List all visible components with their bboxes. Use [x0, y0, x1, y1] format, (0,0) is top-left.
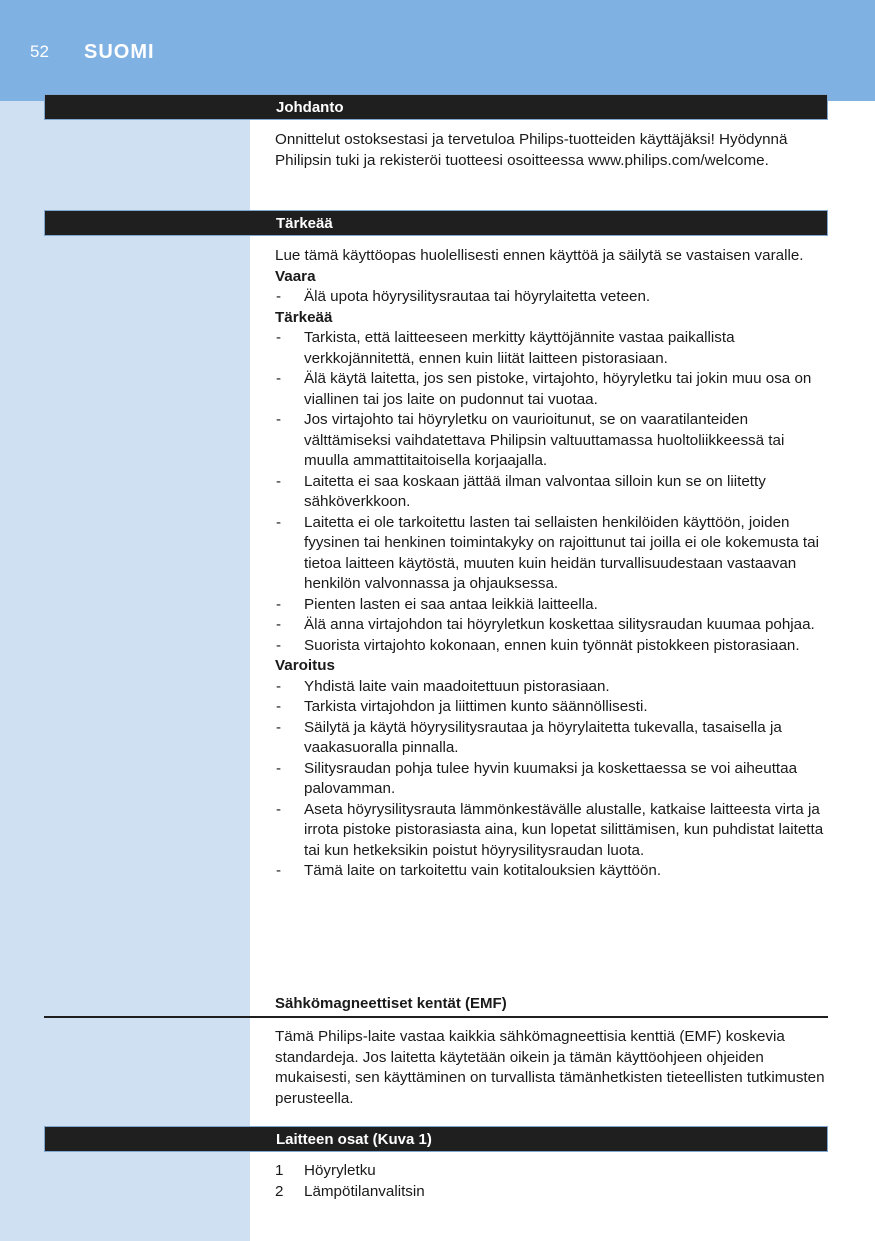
list-item	[275, 1161, 828, 1182]
section-title: Laitteen osat (Kuva 1)	[276, 1131, 432, 1148]
list-item: - Tarkista, että laitteeseen merkitty käyttöjännite vastaa paikallista verkkojännitettä, ennen kuin liität laitteen pistorasiaan.	[275, 328, 828, 369]
list-item: - Säilytä ja käytä höyrysilitysrautaa ja höyrylaitetta tukevalla, tasaisella ja vaakasuoralla pinnalla.	[275, 718, 828, 759]
osat-content	[275, 1161, 828, 1202]
section-title: Johdanto	[276, 99, 344, 116]
varoitus-heading: Varoitus	[275, 657, 335, 674]
page-number: 52	[30, 42, 49, 61]
tarkeaa-content	[275, 246, 828, 882]
johdanto-text: Onnittelut ostoksestasi ja tervetuloa Philips-tuotteiden käyttäjäksi! Hyödynnä Philipsin tuki ja rekisteröi tuotteesi osoitteessa www.philips.com/welcome.	[275, 131, 788, 169]
left-margin-band	[0, 101, 250, 1241]
list-item: - Yhdistä laite vain maadoitettuun pistorasiaan.	[275, 677, 828, 698]
item-label: Lämpötilanvalitsin	[304, 1182, 425, 1200]
tarkeaa-sub-heading: Tärkeää	[275, 308, 333, 326]
right-margin	[829, 101, 875, 1241]
vaara-list	[275, 287, 828, 308]
item-number: 1	[275, 1162, 284, 1179]
list-item: - Laitetta ei ole tarkoitettu lasten tai sellaisten henkilöiden käyttöön, joiden fyysinen tai henkinen toimintakyky on rajoittunut tai joilla ei ole kokemusta tai tietoa laitteen käytöstä, muuten kuin heidän turvallisuudestaan vastaavan henkilön valvonnassa ja ohjauksessa.	[275, 513, 828, 595]
list-item: - Älä käytä laitetta, jos sen pistoke, virtajohto, höyryletku tai jokin muu osa on viallinen tai jos laite on pudonnut tai vuotaa.	[275, 369, 828, 410]
johdanto-content	[275, 130, 828, 171]
tarkeaa-list	[275, 328, 828, 656]
list-item: - Suorista virtajohto kokonaan, ennen kuin työnnät pistokkeen pistorasiaan.	[275, 636, 828, 657]
parts-list	[275, 1161, 828, 1202]
section-header-johdanto	[44, 94, 828, 120]
emf-heading: Sähkömagneettiset kentät (EMF)	[275, 995, 507, 1012]
list-item: - Jos virtajohto tai höyryletku on vaurioitunut, se on vaaratilanteiden välttämiseksi vaihdatettava Philipsin valtuuttamassa huoltoliikkeessä tai muulla ammattitaitoisella korjaajalla.	[275, 410, 828, 472]
tarkeaa-intro: Lue tämä käyttöopas huolellisesti ennen käyttöä ja säilytä se vastaisen varalle.	[275, 247, 804, 264]
list-item: - Aseta höyrysilitysrauta lämmönkestävälle alustalle, katkaise laitteesta virta ja irrota pistoke pistorasiasta aina, kun lopetat silittämisen, kun puhdistat laitetta tai kun hetkeksikin poistut höyrysilitysraudan luota.	[275, 800, 828, 862]
list-item	[275, 1182, 828, 1203]
emf-content	[275, 1027, 828, 1109]
section-title: Tärkeää	[276, 215, 333, 232]
emf-divider	[44, 1016, 828, 1018]
section-header-osat	[44, 1126, 828, 1152]
list-item: - Tarkista virtajohdon ja liittimen kunto säännöllisesti.	[275, 697, 828, 718]
list-item: - Silitysraudan pohja tulee hyvin kuumaksi ja koskettaessa se voi aiheuttaa palovamman.	[275, 759, 828, 800]
list-item: - Pienten lasten ei saa antaa leikkiä laitteella.	[275, 595, 828, 616]
list-item: - Laitetta ei saa koskaan jättää ilman valvontaa silloin kun se on liitetty sähköverkkoon.	[275, 472, 828, 513]
list-item: - Älä upota höyrysilitysrautaa tai höyrylaitetta veteen.	[275, 287, 828, 308]
item-number: 2	[275, 1182, 284, 1200]
section-header-tarkeaa	[44, 210, 828, 236]
list-item: - Tämä laite on tarkoitettu vain kotitalouksien käyttöön.	[275, 861, 828, 882]
varoitus-list	[275, 677, 828, 882]
emf-text: Tämä Philips-laite vastaa kaikkia sähkömagneettisia kenttiä (EMF) koskevia standardeja. Jos laitetta käytetään oikein ja tämän käyttöohjeen ohjeiden mukaisesti, sen käyttäminen on turvallista tämänhetkisten tieteellisten tutkimusten perusteella.	[275, 1028, 825, 1107]
language-title: SUOMI	[84, 41, 155, 63]
vaara-heading: Vaara	[275, 267, 316, 285]
item-label: Höyryletku	[304, 1162, 376, 1179]
list-item: - Älä anna virtajohdon tai höyryletkun koskettaa silitysraudan kuumaa pohjaa.	[275, 615, 828, 636]
